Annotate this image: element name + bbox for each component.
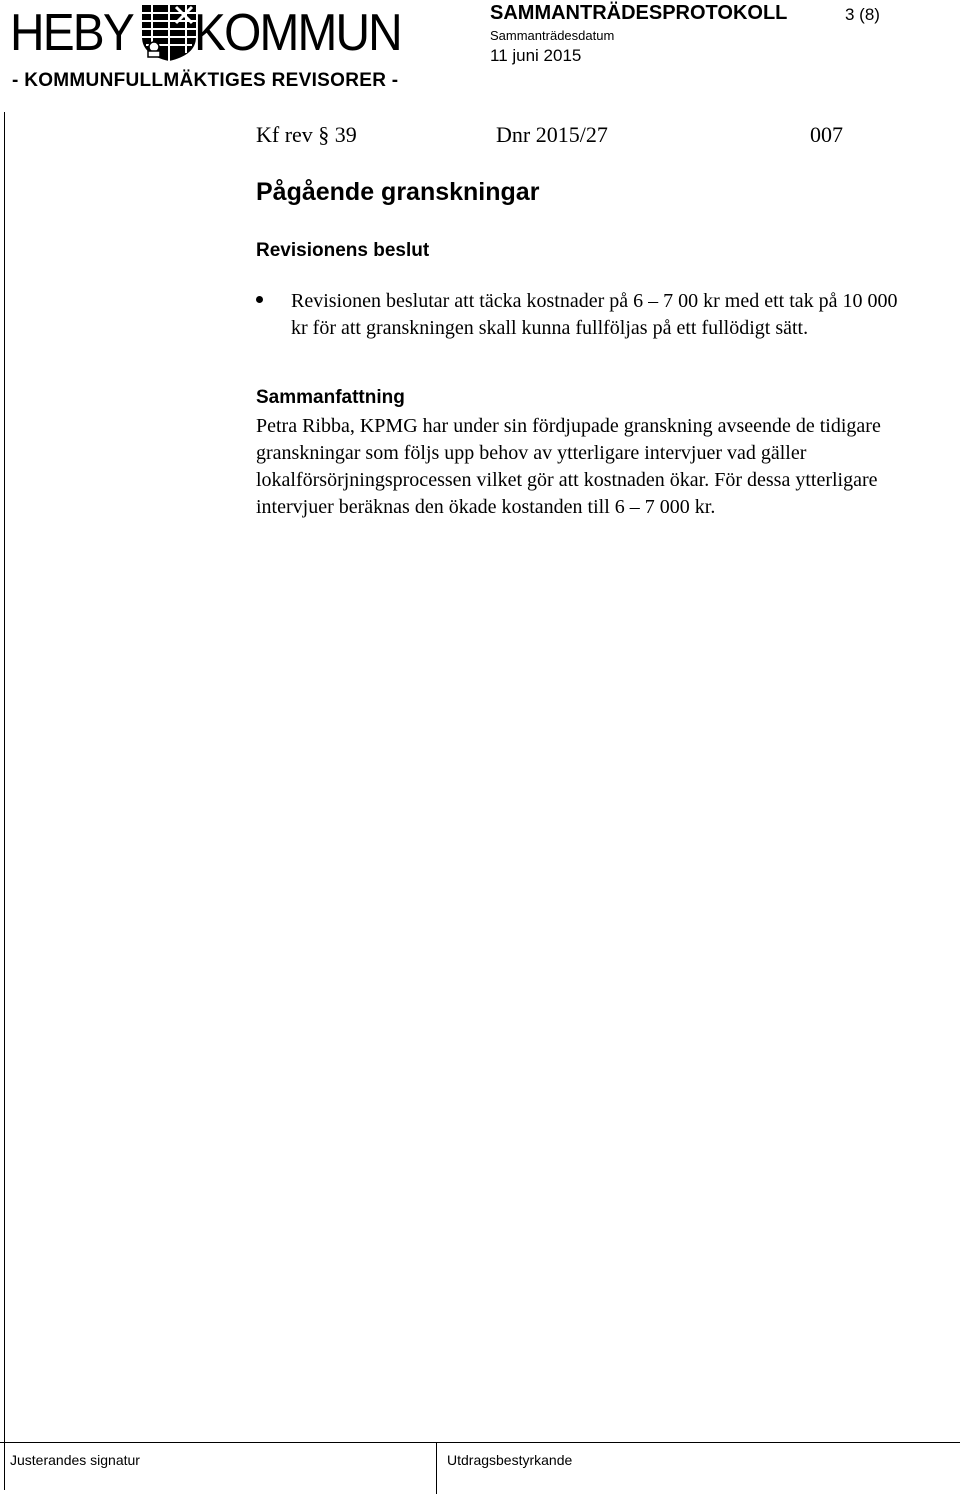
case-number: Dnr 2015/27 [496,122,608,147]
reference-block [256,118,916,152]
footer-signature-cell [0,1442,436,1494]
summary-heading: Sammanfattning [256,387,405,408]
summary-text: Petra Ribba, KPMG har under sin fördjupade granskning avseende de tidigare granskningar som följs upp behov av ytterligare intervjuer vad gäller lokalförsörjningsprocessen vilket gör att kostnaden ökar. För dessa ytterligare intervjuer beräknas den ökade kostanden till 6 – 7 000 kr. [256,415,881,518]
footer-extract-cell [436,1442,960,1494]
meeting-date: 11 juni 2015 [490,46,582,65]
meeting-date-label: Sammanträdesdatum [490,28,615,43]
section-title: Pågående granskningar [256,178,540,206]
paragraph-number: Kf rev § 39 [256,122,357,147]
signature-label: Justerandes signatur [10,1452,140,1468]
logo-word-left: HEBY [10,4,133,62]
bullet-icon [256,296,263,303]
margin-line [4,112,5,1490]
logo-word-right: KOMMUN [193,4,401,62]
archive-code: 007 [810,122,843,147]
municipality-logo [10,2,418,64]
extract-label: Utdragsbestyrkande [447,1452,573,1468]
council-name: - KOMMUNFULLMÄKTIGES REVISORER - [12,70,399,91]
coat-of-arms-icon [140,3,198,63]
document-title: SAMMANTRÄDESPROTOKOLL [490,2,788,24]
page-number: 3 (8) [845,5,880,24]
decision-item: Revisionen beslutar att täcka kostnader på 6 – 7 00 kr med ett tak på 10 000 kr för att granskningen skall kunna fullföljas på ett fullödigt sätt. [291,290,898,339]
decision-heading: Revisionens beslut [256,240,430,261]
reference-row [256,118,916,152]
